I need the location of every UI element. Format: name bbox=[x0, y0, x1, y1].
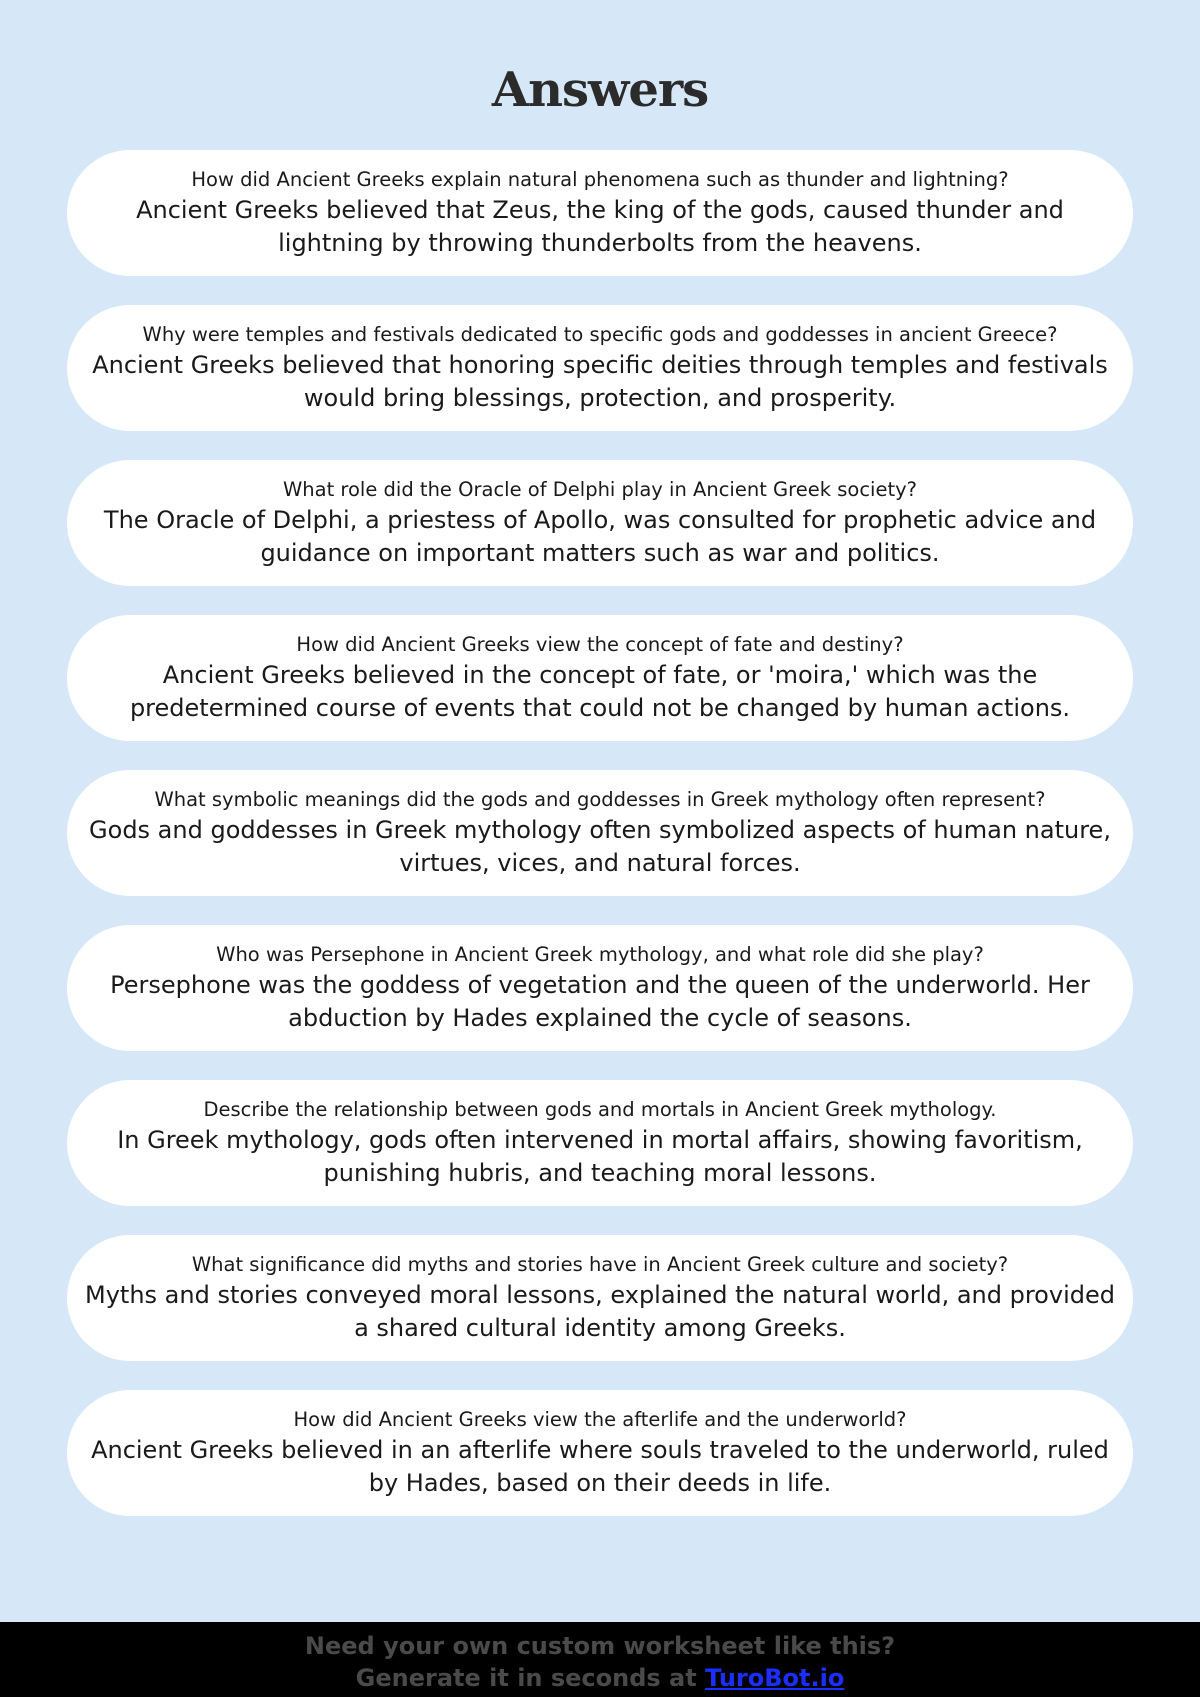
card-answer: Ancient Greeks believed in the concept of fate, or 'moira,' which was the predetermined course of events that could not be changed by human actions. bbox=[129, 661, 1071, 722]
card-answer: Persephone was the goddess of vegetation and the queen of the underworld. Her abduction by Hades explained the cycle of seasons. bbox=[110, 971, 1090, 1032]
answer-card bbox=[67, 1390, 1133, 1516]
card-question: What symbolic meanings did the gods and goddesses in Greek mythology often represent? bbox=[154, 788, 1046, 811]
card-answer: Ancient Greeks believed in an afterlife where souls traveled to the underworld, ruled by Hades, based on their deeds in life. bbox=[91, 1436, 1109, 1497]
footer-line-2 bbox=[0, 1662, 1200, 1694]
card-answer: Myths and stories conveyed moral lessons, explained the natural world, and provided a shared cultural identity among Greeks. bbox=[85, 1281, 1115, 1342]
card-answer: Ancient Greeks believed that honoring specific deities through temples and festivals would bring blessings, protection, and prosperity. bbox=[92, 351, 1108, 412]
card-answer: Ancient Greeks believed that Zeus, the king of the gods, caused thunder and lightning by throwing thunderbolts from the heavens. bbox=[136, 196, 1064, 257]
card-question: How did Ancient Greeks view the afterlife and the underworld? bbox=[293, 1408, 907, 1431]
answer-card bbox=[67, 925, 1133, 1051]
turobot-link[interactable]: TuroBot.io bbox=[705, 1664, 845, 1692]
answer-card bbox=[67, 305, 1133, 431]
card-question: How did Ancient Greeks explain natural phenomena such as thunder and lightning? bbox=[191, 168, 1009, 191]
answer-card bbox=[67, 150, 1133, 276]
card-question: Why were temples and festivals dedicated to specific gods and goddesses in ancient Greece? bbox=[142, 323, 1058, 346]
answer-card bbox=[67, 460, 1133, 586]
footer-line-2-prefix: Generate it in seconds at bbox=[355, 1664, 706, 1692]
answer-card bbox=[67, 770, 1133, 896]
card-answer: The Oracle of Delphi, a priestess of Apollo, was consulted for prophetic advice and guidance on important matters such as war and politics. bbox=[103, 506, 1097, 567]
card-question: Who was Persephone in Ancient Greek mythology, and what role did she play? bbox=[216, 943, 984, 966]
promo-footer bbox=[0, 1622, 1200, 1697]
footer-line-1: Need your own custom worksheet like this? bbox=[304, 1632, 896, 1660]
card-question: What significance did myths and stories have in Ancient Greek culture and society? bbox=[191, 1253, 1009, 1276]
answer-card bbox=[67, 1080, 1133, 1206]
card-question: What role did the Oracle of Delphi play in Ancient Greek society? bbox=[282, 478, 917, 501]
answer-card bbox=[67, 1235, 1133, 1361]
answer-card bbox=[67, 615, 1133, 741]
card-question: How did Ancient Greeks view the concept of fate and destiny? bbox=[296, 633, 904, 656]
answer-card-list bbox=[67, 150, 1133, 1545]
card-question: Describe the relationship between gods and mortals in Ancient Greek mythology. bbox=[203, 1098, 997, 1121]
card-answer: In Greek mythology, gods often intervened in mortal affairs, showing favoritism, punishing hubris, and teaching moral lessons. bbox=[117, 1126, 1083, 1187]
page-title: Answers bbox=[491, 62, 709, 118]
card-answer: Gods and goddesses in Greek mythology often symbolized aspects of human nature, virtues, vices, and natural forces. bbox=[89, 816, 1111, 877]
